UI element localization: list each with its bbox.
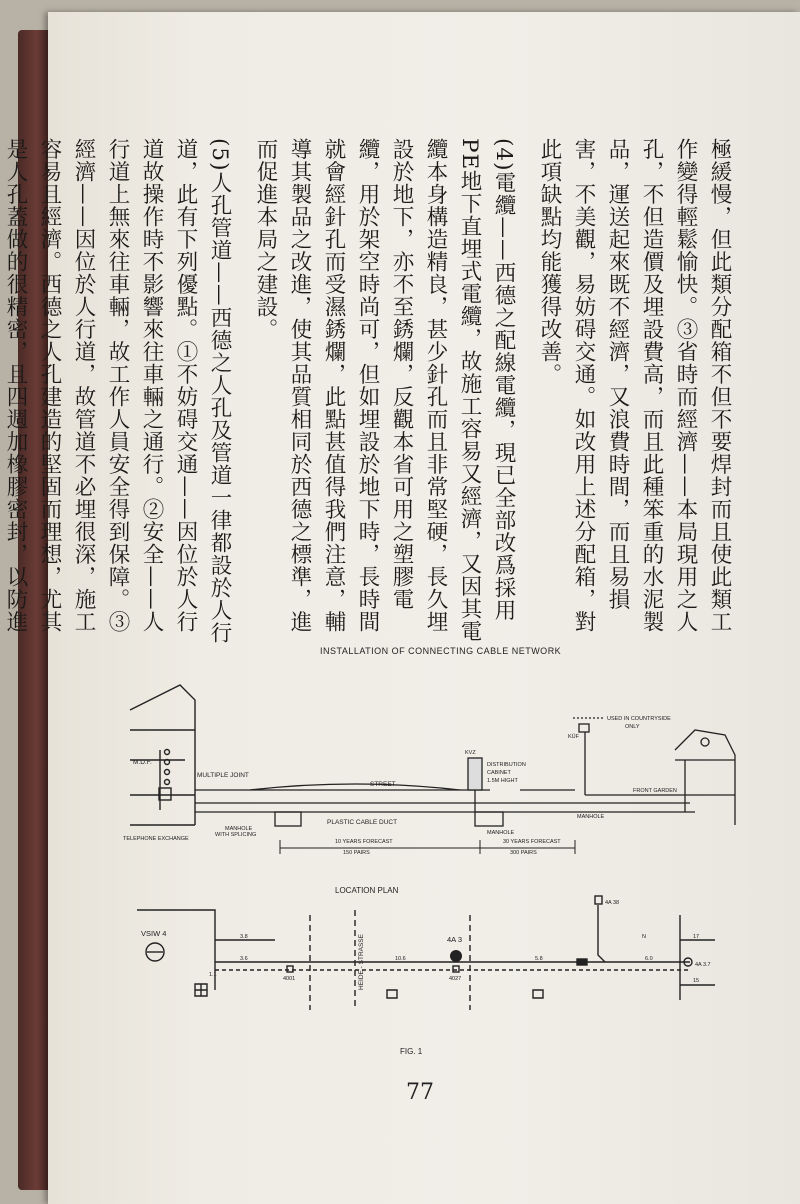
distance-6-0-label: 6.0	[645, 956, 653, 962]
location-plan-map	[137, 896, 715, 1010]
countryside-label-1: USED IN COUNTRYSIDE	[607, 716, 671, 722]
manhole-label: MANHOLE	[487, 830, 515, 836]
distance-10-6-label: 10.6	[395, 956, 406, 962]
plastic-cable-duct-label: PLASTIC CABLE DUCT	[327, 819, 398, 826]
front-garden-label: FRONT GARDEN	[633, 788, 677, 794]
vertical-text-block	[3, 138, 748, 648]
forecast-30-label: 30 YEARS FORECAST	[503, 839, 561, 845]
node-4027-label: 4027	[449, 976, 462, 982]
street-cross-section	[195, 784, 695, 826]
distribution-cabinet	[468, 758, 482, 812]
node-4a3-marker	[450, 950, 462, 962]
node-4a38-label: 4A 38	[605, 900, 620, 906]
number-15-label: 15	[693, 978, 700, 984]
distance-3-8-label: 3.8	[240, 934, 248, 940]
node-4a3-label: 4A 3	[447, 935, 463, 944]
north-label: N	[642, 934, 646, 940]
manhole-right-label: MANHOLE	[577, 814, 605, 820]
mdf-label: M.D.F.	[133, 759, 152, 766]
manhole-splicing-label-2: WITH SPLICING	[215, 832, 257, 838]
node-4a37-label: 4A 3.7	[695, 962, 711, 968]
location-plan-title: LOCATION PLAN	[335, 886, 399, 895]
manhole-splicing-label-1: MANHOLE	[225, 826, 253, 832]
distribution-cabinet-label-2: CABINET	[487, 770, 511, 776]
telephone-exchange-building	[130, 685, 195, 825]
vsiw-label: VSIW 4	[141, 929, 167, 938]
paragraph-3: (5)人孔管道——西德之人孔及管道一律都設於人行道，此有下列優點。①不妨碍交通——因位於人行道故操作時不影響來往車輛之通行。②安全——人行道上無來往車輛，故工作人員安全得到保障。③經濟——因位於人行道，故管道不必埋很深，施工容易且經濟。西德之人孔建造的堅固而理想，尤其是人孔蓋做的很精密，且四週加橡膠密封，以防進	[3, 138, 232, 644]
kuf-label: KÜF	[568, 734, 579, 740]
page-number: 77	[406, 1080, 434, 1105]
telephone-exchange-label: TELEPHONE EXCHANGE	[123, 836, 189, 842]
distance-3-6-label: 3.6	[240, 956, 248, 962]
subscriber-buildings	[573, 718, 735, 825]
street-name-label: HEIDE - STRASSE	[358, 934, 365, 990]
figure-cable-network	[115, 640, 755, 1070]
distance-5-8-label: 5.8	[535, 956, 543, 962]
kvz-label: KVZ	[465, 750, 476, 756]
figure-caption: FIG. 1	[400, 1047, 423, 1056]
paragraph-1: 極緩慢，但此類分配箱不但不要焊封而且使此類工作變得輕鬆愉快。③省時而經濟——本局現用之人孔，不但造價及埋設費高，而且此種笨重的水泥製品，運送起來既不經濟，又浪費時間，而且易損害，不美觀，易妨碍交通。如改用上述分配箱，對此項缺點均能獲得改善。	[537, 138, 732, 633]
forecast-10-label: 10 YEARS FORECAST	[335, 839, 393, 845]
countryside-label-2: ONLY	[625, 724, 640, 730]
figure-title: INSTALLATION OF CONNECTING CABLE NETWORK	[320, 646, 562, 656]
street-label: STREET	[370, 781, 396, 788]
pairs-300-label: 300 PAIRS	[510, 850, 537, 856]
paragraph-2: (4)電纜——西德之配線電纜，現已全部改爲採用PE地下直埋式電纜，故施工容易又經濟，又因其電纜本身構造精良，甚少針孔而且非常堅硬，長久埋設於地下，亦不至銹爛，反觀本省可用之塑膠電纜，用於架空時尚可，但如埋設於地下時，長時間就會經針孔而受濕銹爛，此點甚值得我們注意，輔導其製品之改進，使其品質相同於西德之標準，進而促進本局之建設。	[253, 138, 516, 643]
multiple-joint-label: MULTIPLE JOINT	[197, 772, 249, 779]
number-17-label: 17	[693, 934, 700, 940]
pairs-150-label: 150 PAIRS	[343, 850, 370, 856]
figure-svg	[115, 640, 755, 1070]
node-4001-label: 4001	[283, 976, 296, 982]
distribution-cabinet-label-1: DISTRIBUTION	[487, 762, 526, 768]
distribution-cabinet-label-3: 1.5M HIGHT	[487, 778, 518, 784]
number-1-1-label: 1.1	[209, 972, 217, 978]
